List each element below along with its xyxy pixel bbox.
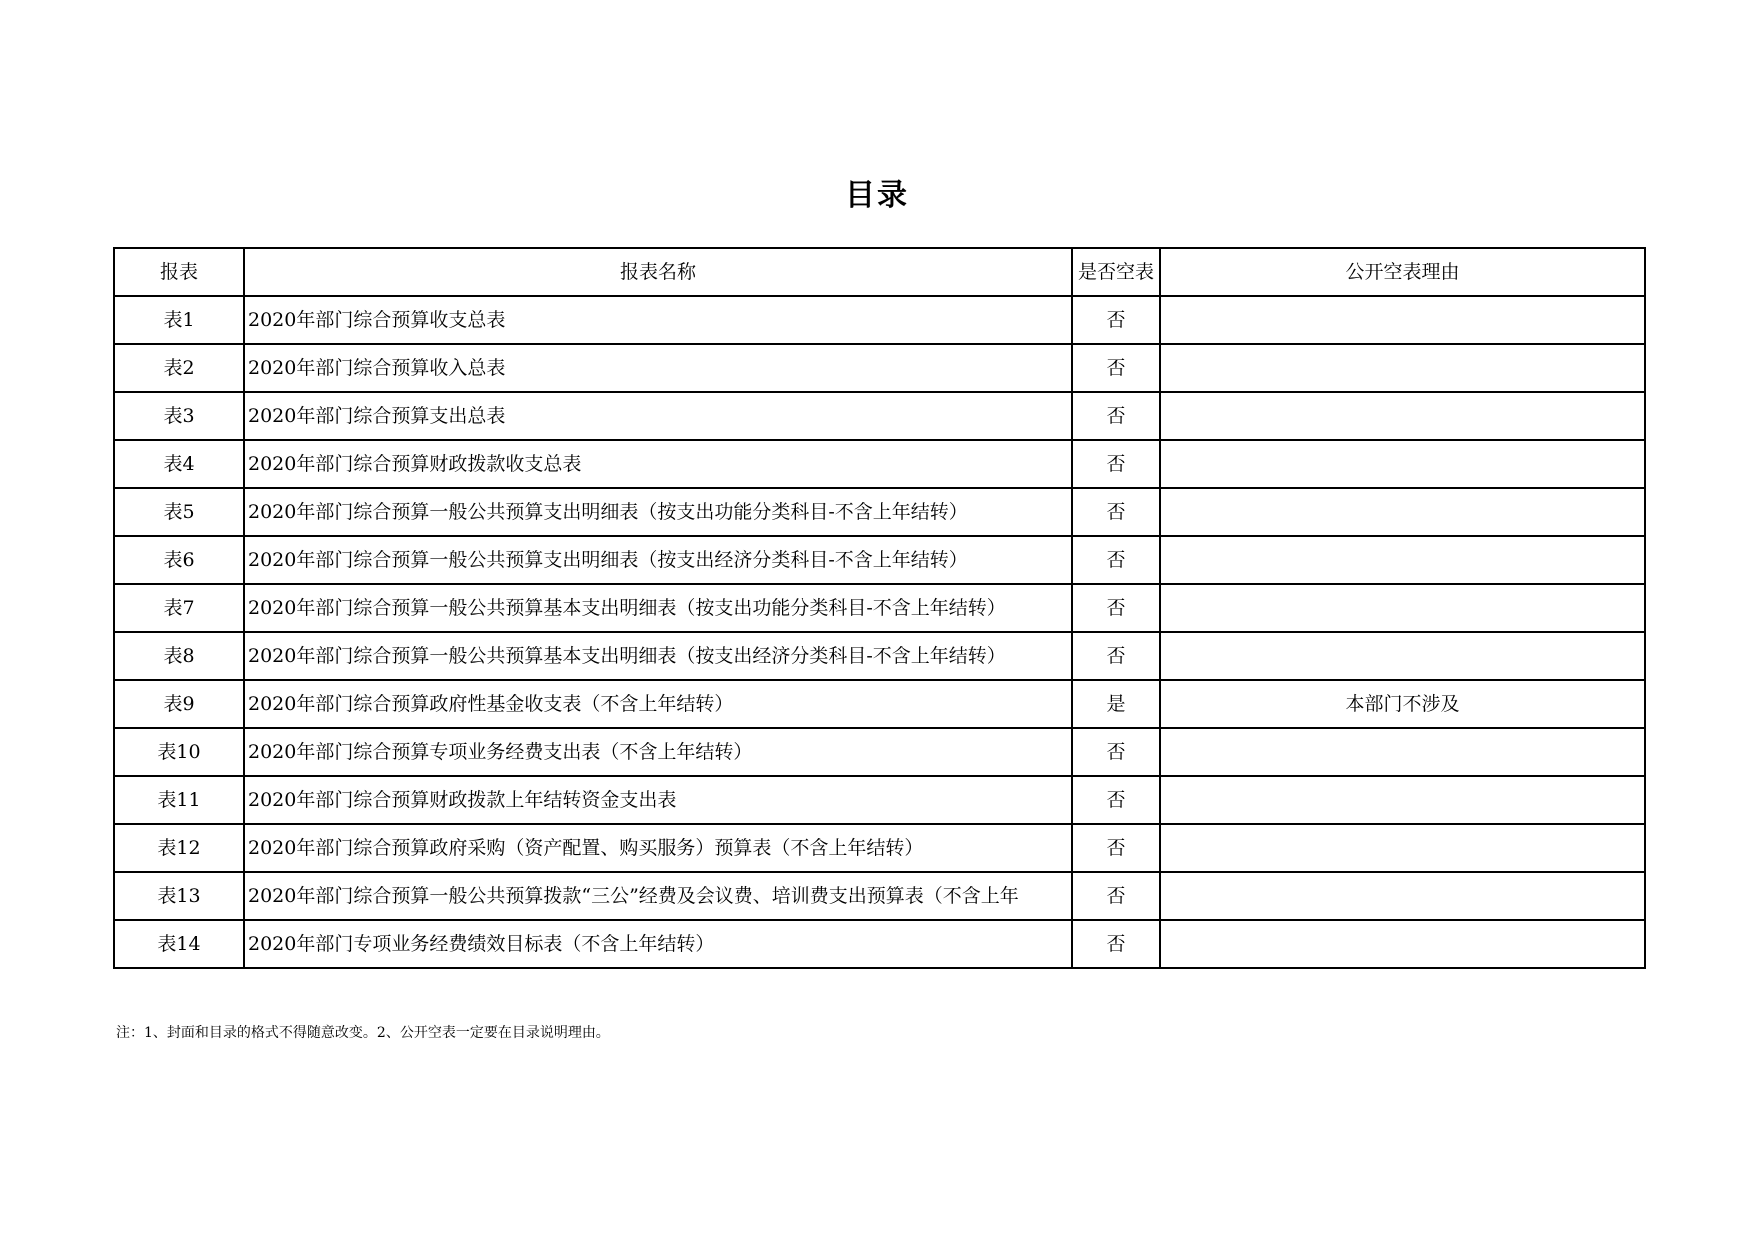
row-is-empty: 否 bbox=[1072, 392, 1160, 440]
row-code: 表12 bbox=[114, 824, 244, 872]
row-code: 表3 bbox=[114, 392, 244, 440]
row-name: 2020年部门综合预算财政拨款上年结转资金支出表 bbox=[244, 776, 1072, 824]
row-is-empty: 否 bbox=[1072, 296, 1160, 344]
row-is-empty: 否 bbox=[1072, 776, 1160, 824]
row-is-empty: 否 bbox=[1072, 584, 1160, 632]
row-reason bbox=[1160, 296, 1645, 344]
row-name: 2020年部门专项业务经费绩效目标表（不含上年结转） bbox=[244, 920, 1072, 968]
row-reason bbox=[1160, 536, 1645, 584]
table-row bbox=[114, 536, 1645, 584]
table-row bbox=[114, 872, 1645, 920]
row-name: 2020年部门综合预算一般公共预算基本支出明细表（按支出经济分类科目-不含上年结转） bbox=[244, 632, 1072, 680]
table-row bbox=[114, 392, 1645, 440]
row-code: 表10 bbox=[114, 728, 244, 776]
table-row bbox=[114, 584, 1645, 632]
table-row bbox=[114, 632, 1645, 680]
footnote: 注：1、封面和目录的格式不得随意改变。2、公开空表一定要在目录说明理由。 bbox=[116, 1025, 610, 1041]
row-reason bbox=[1160, 344, 1645, 392]
row-is-empty: 否 bbox=[1072, 824, 1160, 872]
table-row bbox=[114, 680, 1645, 728]
row-reason bbox=[1160, 632, 1645, 680]
row-code: 表2 bbox=[114, 344, 244, 392]
row-name: 2020年部门综合预算一般公共预算支出明细表（按支出功能分类科目-不含上年结转） bbox=[244, 488, 1072, 536]
row-is-empty: 否 bbox=[1072, 344, 1160, 392]
table-row bbox=[114, 296, 1645, 344]
row-name: 2020年部门综合预算一般公共预算拨款“三公”经费及会议费、培训费支出预算表（不含上年 bbox=[244, 872, 1072, 920]
table-row bbox=[114, 488, 1645, 536]
table-header-row bbox=[114, 248, 1645, 296]
table-row bbox=[114, 728, 1645, 776]
row-code: 表14 bbox=[114, 920, 244, 968]
row-code: 表9 bbox=[114, 680, 244, 728]
row-reason bbox=[1160, 392, 1645, 440]
table-row bbox=[114, 344, 1645, 392]
row-name: 2020年部门综合预算政府采购（资产配置、购买服务）预算表（不含上年结转） bbox=[244, 824, 1072, 872]
row-reason bbox=[1160, 824, 1645, 872]
row-is-empty: 是 bbox=[1072, 680, 1160, 728]
row-reason bbox=[1160, 728, 1645, 776]
row-reason bbox=[1160, 440, 1645, 488]
row-code: 表6 bbox=[114, 536, 244, 584]
row-name: 2020年部门综合预算专项业务经费支出表（不含上年结转） bbox=[244, 728, 1072, 776]
page-title: 目录 bbox=[845, 178, 909, 213]
table-row bbox=[114, 776, 1645, 824]
header-name: 报表名称 bbox=[244, 248, 1072, 296]
row-reason bbox=[1160, 872, 1645, 920]
row-code: 表5 bbox=[114, 488, 244, 536]
row-reason: 本部门不涉及 bbox=[1160, 680, 1645, 728]
row-is-empty: 否 bbox=[1072, 872, 1160, 920]
row-name: 2020年部门综合预算一般公共预算支出明细表（按支出经济分类科目-不含上年结转） bbox=[244, 536, 1072, 584]
row-code: 表1 bbox=[114, 296, 244, 344]
header-is-empty: 是否空表 bbox=[1072, 248, 1160, 296]
row-name: 2020年部门综合预算收支总表 bbox=[244, 296, 1072, 344]
row-reason bbox=[1160, 488, 1645, 536]
row-reason bbox=[1160, 584, 1645, 632]
row-is-empty: 否 bbox=[1072, 536, 1160, 584]
row-code: 表13 bbox=[114, 872, 244, 920]
row-reason bbox=[1160, 776, 1645, 824]
row-is-empty: 否 bbox=[1072, 728, 1160, 776]
row-code: 表4 bbox=[114, 440, 244, 488]
row-name: 2020年部门综合预算政府性基金收支表（不含上年结转） bbox=[244, 680, 1072, 728]
header-reason: 公开空表理由 bbox=[1160, 248, 1645, 296]
row-reason bbox=[1160, 920, 1645, 968]
row-is-empty: 否 bbox=[1072, 440, 1160, 488]
row-code: 表8 bbox=[114, 632, 244, 680]
row-code: 表11 bbox=[114, 776, 244, 824]
header-code: 报表 bbox=[114, 248, 244, 296]
catalog-table bbox=[113, 247, 1646, 969]
row-name: 2020年部门综合预算财政拨款收支总表 bbox=[244, 440, 1072, 488]
table-row bbox=[114, 824, 1645, 872]
row-is-empty: 否 bbox=[1072, 920, 1160, 968]
row-is-empty: 否 bbox=[1072, 632, 1160, 680]
row-code: 表7 bbox=[114, 584, 244, 632]
table-row bbox=[114, 920, 1645, 968]
row-name: 2020年部门综合预算一般公共预算基本支出明细表（按支出功能分类科目-不含上年结转） bbox=[244, 584, 1072, 632]
table-row bbox=[114, 440, 1645, 488]
row-is-empty: 否 bbox=[1072, 488, 1160, 536]
row-name: 2020年部门综合预算支出总表 bbox=[244, 392, 1072, 440]
row-name: 2020年部门综合预算收入总表 bbox=[244, 344, 1072, 392]
